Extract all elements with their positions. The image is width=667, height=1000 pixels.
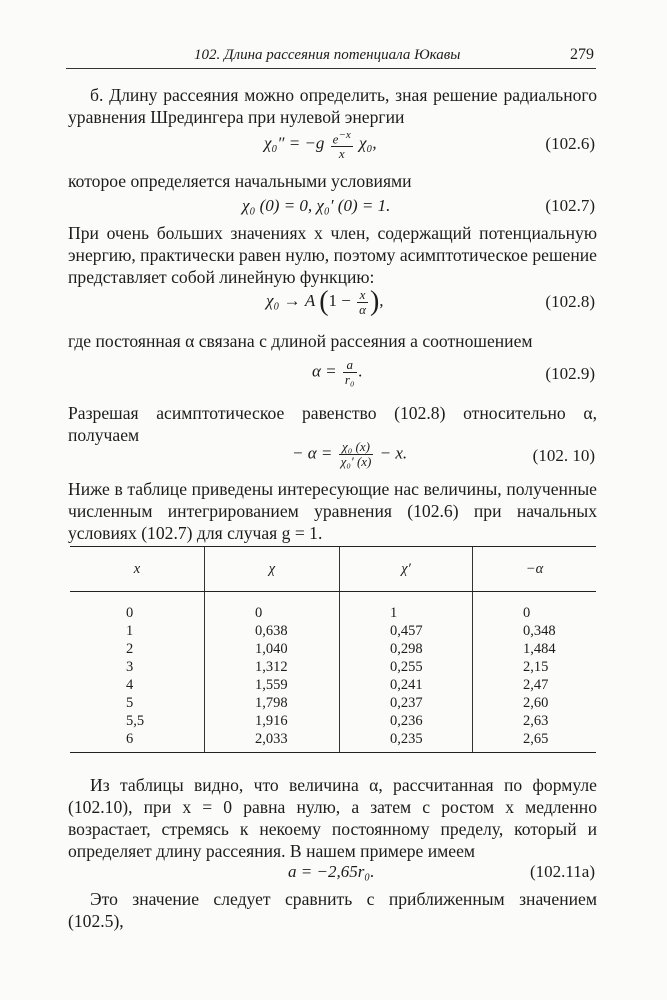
paragraph-3: При очень больших значениях x член, содержащий потенциальную энергию, практически равен нулю, поэтому асимптотическое решение представляет собой линейную функцию: (68, 223, 597, 287)
equation-102-7-number: (102.7) (545, 196, 595, 215)
table-row (70, 730, 596, 753)
eq4-tail: . (358, 361, 363, 381)
table-cell: 2,65 (473, 730, 597, 753)
table-row (70, 676, 596, 694)
table-cell: 0 (473, 604, 597, 622)
equation-102-9 (66, 358, 597, 392)
table-header-row (70, 547, 596, 592)
table-cell: 0 (126, 605, 134, 621)
table-cell: 2,60 (473, 694, 597, 712)
equation-102-7-formula: χ₀ (0) = 0, χ₀′ (0) = 1. (242, 196, 391, 215)
table-cell: 3 (126, 659, 134, 675)
table-cell: 0,348 (473, 622, 597, 640)
table-cell: 0,241 (340, 676, 473, 694)
eq1-fraction (331, 128, 353, 161)
table-cell: 2 (126, 641, 134, 657)
equation-102-9-formula (312, 358, 363, 387)
table-cell: 1,559 (205, 676, 340, 694)
equation-102-8-number: (102.8) (545, 292, 595, 311)
table-cell: 1,916 (205, 712, 340, 730)
eq3-tail: , (379, 290, 384, 310)
eq5-tail: − x. (379, 443, 408, 463)
table-cell: 5 (126, 695, 134, 711)
table-header-x: x (70, 547, 205, 592)
table-row (70, 694, 596, 712)
eq3-open-paren: ( (319, 286, 329, 317)
eq3-one-minus: 1 − (328, 290, 351, 310)
table-cell: 0,237 (340, 694, 473, 712)
eq1-rhs: χ₀, (359, 133, 377, 153)
table-row (70, 604, 596, 622)
eq3-fraction (357, 288, 368, 317)
table-cell: 1,312 (205, 658, 340, 676)
table-cell: 0 (205, 604, 340, 622)
table-cell: 2,47 (473, 676, 597, 694)
table-header-chi: χ (205, 547, 340, 592)
eq3-num: x (357, 288, 368, 303)
table-cell: 1,798 (205, 694, 340, 712)
table-cell: 1,484 (473, 640, 597, 658)
paragraph-4: где постоянная α связана с длиной рассеяния a соотношением (68, 331, 533, 351)
running-title: 102. Длина рассеяния потенциала Юкавы (194, 47, 461, 63)
eq3-lhs: χ₀ → A (266, 290, 315, 310)
equation-102-10-formula (292, 440, 407, 469)
equation-102-10-number: (102. 10) (532, 446, 595, 465)
eq5-num: χ₀ (x) (339, 440, 374, 455)
equation-102-6 (66, 128, 597, 162)
eq4-fraction (343, 358, 357, 387)
paragraph-2: которое определяется начальными условиями (68, 171, 412, 191)
results-table (70, 546, 596, 753)
eq1-exp-base: e (332, 131, 339, 147)
equation-102-8 (66, 286, 597, 320)
paragraph-6: Ниже в таблице приведены интересующие нас величины, полученные численным интегрированием уравнения (102.6) при начальных условиях (102.7) для случая g = 1. (68, 479, 597, 543)
table-cell: 0,235 (340, 730, 473, 753)
page-number: 279 (570, 46, 594, 63)
eq1-lhs: χ₀″ = −g (264, 133, 325, 153)
running-header (66, 44, 596, 69)
table-cell: 2,63 (473, 712, 597, 730)
equation-102-11a-number: (102.11a) (530, 862, 595, 881)
eq4-lhs: α = (312, 361, 337, 381)
eq3-close-paren: ) (369, 286, 380, 317)
paragraph-8: Это значение следует сравнить с приближенным значением (102.5), (68, 889, 597, 931)
table-cell: 2,033 (205, 730, 340, 753)
equation-102-6-number: (102.6) (545, 134, 595, 153)
table-cell: 5,5 (126, 713, 145, 729)
table-row (70, 712, 596, 730)
table-cell: 1,040 (205, 640, 340, 658)
table-cell: 2,15 (473, 658, 597, 676)
table-cell: 0,298 (340, 640, 473, 658)
equation-102-11a-formula: a = −2,65r₀. (288, 862, 375, 881)
eq1-exp-sup: −x (338, 129, 351, 141)
table-cell: 0,638 (205, 622, 340, 640)
table-row (70, 622, 596, 640)
table-cell: 0,457 (340, 622, 473, 640)
equation-102-8-formula (266, 286, 384, 318)
eq1-den: x (338, 146, 345, 162)
eq5-lhs: − α = (292, 443, 333, 463)
eq5-den: χ₀′ (x) (340, 454, 372, 469)
equation-102-9-number: (102.9) (545, 364, 595, 383)
paragraph-7: Из таблицы видно, что величина α, рассчитанная по формуле (102.10), при x = 0 равна нулю, а затем с ростом x медленно возрастает, стремясь к некоему постоянному пределу, который и определяет длину рассеяния. В нашем примере имеем (68, 775, 597, 861)
equation-102-10 (66, 440, 597, 476)
table-row (70, 640, 596, 658)
table-header-minus-alpha: −α (473, 547, 597, 592)
eq5-fraction (339, 440, 374, 469)
paragraph-5: Разрешая асимптотическое равенство (102.8) относительно α, получаем (68, 403, 597, 445)
table-cell: 1 (126, 623, 134, 639)
table-cell: 4 (126, 677, 134, 693)
eq3-den: α (359, 301, 366, 317)
table-cell: 6 (70, 730, 205, 753)
equation-102-6-formula (264, 128, 377, 161)
table-cell: 0,255 (340, 658, 473, 676)
table-cell: 0,236 (340, 712, 473, 730)
table-row (70, 658, 596, 676)
eq4-den: r₀ (344, 372, 355, 387)
table-header-chi-prime: χ′ (340, 547, 473, 592)
eq4-num: a (343, 358, 357, 373)
table-cell: 1 (340, 604, 473, 622)
paragraph-1: б. Длину рассеяния можно определить, зная решение радиального уравнения Шредингера при нулевой энергии (68, 85, 597, 127)
table-spacer (70, 592, 596, 605)
